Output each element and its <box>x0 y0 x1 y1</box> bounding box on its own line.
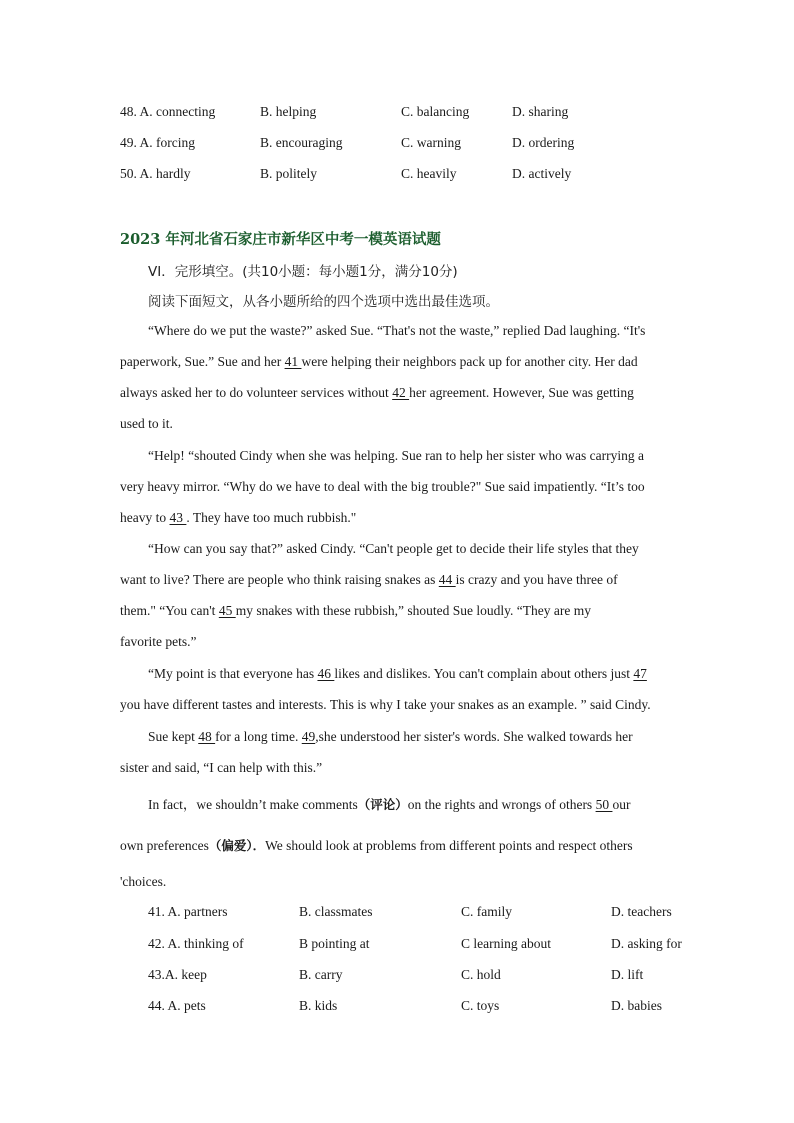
blank-48: 48 <box>198 729 216 744</box>
option-c: C. family <box>461 904 512 919</box>
passage-line: want to live? There are people who think raising snakes as 44 is crazy and you have three of <box>120 572 618 587</box>
passage-line: “My point is that everyone has 46 likes and dislikes. You can't complain about others just 47 <box>148 666 647 681</box>
option-a: 48. A. connecting <box>120 104 216 119</box>
option-d: D. sharing <box>512 104 569 119</box>
passage-line: them." “You can't 45 my snakes with these rubbish,” shouted Sue loudly. “They are my <box>120 603 591 618</box>
option-c: C learning about <box>461 936 551 951</box>
blank-49: 49 <box>301 729 316 744</box>
option-b: B. encouraging <box>260 135 343 150</box>
passage-line: In fact，we shouldn’t make comments（评论）on the rights and wrongs of others 50 our <box>148 797 631 812</box>
blank-42: 42 <box>392 385 410 400</box>
option-d: D. actively <box>512 166 572 181</box>
passage-line: you have different tastes and interests. This is why I take your snakes as an example. ” said Cindy. <box>120 697 651 712</box>
section-title: 2023 年河北省石家庄市新华区中考一模英语试题 <box>120 231 441 248</box>
option-c: C. hold <box>461 967 501 982</box>
passage-line: sister and said, “I can help with this.” <box>120 760 323 775</box>
option-a: 44. A. pets <box>148 998 206 1013</box>
passage-line: “Where do we put the waste?” asked Sue. “That's not the waste,” replied Dad laughing. “It's <box>148 323 646 338</box>
option-b: B. helping <box>260 104 317 119</box>
option-b: B pointing at <box>299 936 370 951</box>
instruction-text: 阅读下面短文，从各小题所给的四个选项中选出最佳选项。 <box>148 294 499 310</box>
blank-41: 41 <box>284 354 302 369</box>
passage-line: very heavy mirror. “Why do we have to deal with the big trouble?" Sue said impatiently. “It’s too <box>120 479 645 494</box>
blank-50: 50 <box>595 797 613 812</box>
option-d: D. babies <box>611 998 662 1013</box>
option-c: C. toys <box>461 998 500 1013</box>
option-b: B. kids <box>299 998 338 1013</box>
passage-line: own preferences（偏爱）．We should look at problems from different points and respect others <box>120 838 633 853</box>
option-a: 41. A. partners <box>148 904 228 919</box>
passage-line: “Help! “shouted Cindy when she was helping. Sue ran to help her sister who was carrying a <box>148 448 644 463</box>
passage-line: “How can you say that?” asked Cindy. “Can't people get to decide their life styles that they <box>148 541 639 556</box>
passage-line: heavy to 43 . They have too much rubbish." <box>120 510 357 525</box>
option-d: D. ordering <box>512 135 575 150</box>
option-d: D. asking for <box>611 936 682 951</box>
blank-47: 47 <box>633 666 647 681</box>
option-c: C. warning <box>401 135 461 150</box>
blank-43: 43 <box>169 510 187 525</box>
option-b: B. classmates <box>299 904 373 919</box>
blank-46: 46 <box>317 666 335 681</box>
option-c: C. heavily <box>401 166 457 181</box>
instruction-heading: VI．完形填空。(共10小题：每小题1分，满分10分) <box>148 264 458 280</box>
passage-line: favorite pets.” <box>120 634 197 649</box>
blank-45: 45 <box>218 603 236 618</box>
option-a: 50. A. hardly <box>120 166 191 181</box>
passage-line: 'choices. <box>120 874 167 889</box>
option-b: B. carry <box>299 967 343 982</box>
option-c: C. balancing <box>401 104 470 119</box>
option-a: 49. A. forcing <box>120 135 195 150</box>
passage-line: paperwork, Sue.” Sue and her 41 were helping their neighbors pack up for another city. Her dad <box>120 354 638 369</box>
option-d: D. teachers <box>611 904 672 919</box>
passage-line: always asked her to do volunteer services without 42 her agreement. However, Sue was getting <box>120 385 634 400</box>
blank-44: 44 <box>438 572 456 587</box>
option-d: D. lift <box>611 967 644 982</box>
option-a: 43.A. keep <box>148 967 207 982</box>
option-b: B. politely <box>260 166 317 181</box>
option-a: 42. A. thinking of <box>148 936 244 951</box>
passage-line: used to it. <box>120 416 173 431</box>
passage-line: Sue kept 48 for a long time. 49,she understood her sister's words. She walked towards her <box>148 729 633 744</box>
